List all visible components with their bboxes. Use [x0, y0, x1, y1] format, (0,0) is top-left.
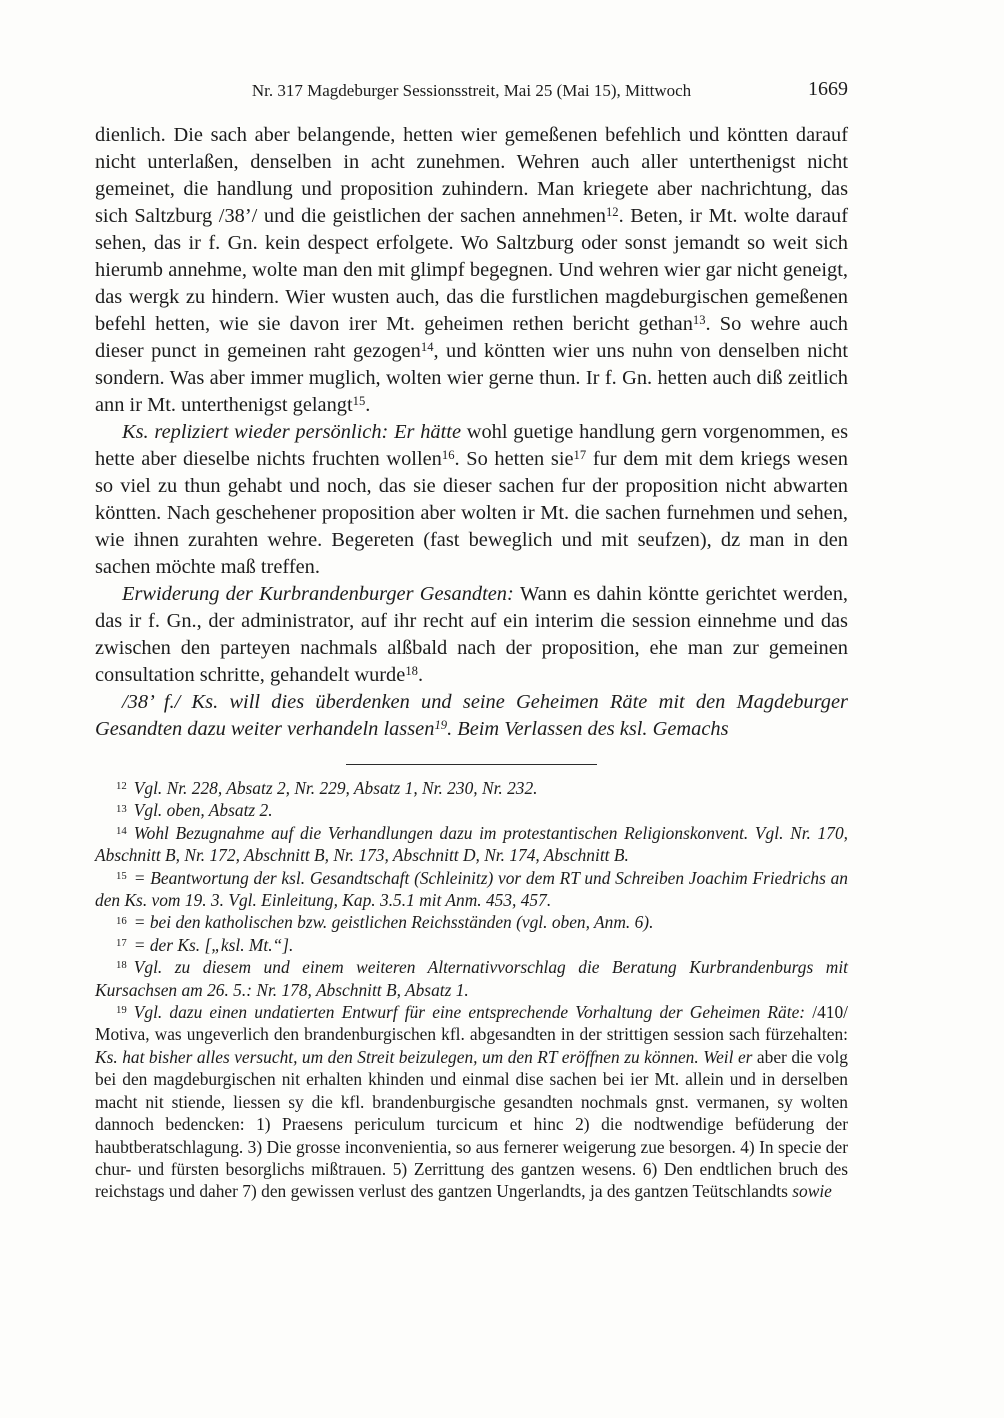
paragraph-ks-ueberdenken: /38’ f./ Ks. will dies überdenken und seine Geheimen Räte mit den Magdeburger Gesandten dazu weiter verhandeln lassen$^{19}$. Beim Verlassen des ksl. Gemachs	[95, 691, 848, 740]
footnote-separator	[346, 764, 597, 765]
footnote-19	[95, 1001, 848, 1203]
footnote-18	[95, 956, 848, 1001]
footnote-text: Vgl. dazu einen undatierten Entwurf für eine entsprechende Vorhaltung der Geheimen Räte: /410/ Motiva, was ungeverlich den brandenburgischen kfl. abgesandten in der strittigen session sach fürzehalten: Ks. hat bisher alles versucht, um den Streit beizulegen, um den RT eröffnen zu können. Weil er aber die volg bei den magdeburgischen nit erhalten khinden und einmal dise sachen bei ier Mt. allein und in derselben macht nit stiende, liessen sy die kfl. brandenburgische gesandten nochmals gnst. vermanen, sy wolten dannoch bedencken: 1) Praesens periculum turcicum et hinc 2) die nodtwendige befüderung der haubtberatschlagung. 3) Die grosse inconvenientia, so aus fernerer weigerung zue besorgen. 4) In specie der chur- und fürsten besorglichs mißtrauen. 5) Zerrittung des gantzen wesens. 6) Den endtlichen bruch des reichstags und daher 7) den gewissen verlust des gantzen Ungerlandts, ja des gantzen Teütschlandts sowie	[95, 1002, 848, 1202]
footnote-number: 15	[116, 869, 127, 882]
footnote-text: = der Ks. [„ksl. Mt.“].	[133, 934, 294, 955]
footnote-number: 17	[116, 937, 127, 949]
footnote-14	[95, 822, 848, 867]
page-number: 1669	[808, 78, 848, 100]
text-column	[95, 80, 848, 1203]
footnote-number: 16	[116, 914, 127, 927]
paragraph-ks-replik: Ks. repliziert wieder persönlich: Er hätte wohl guetige handlung gern vorgenommen, es hette aber dieselbe nichts fruchten wollen$^{16}$. So hetten sie$^{17}$ fur dem mit dem kriegs wesen so viel zu thun gehabt und noch, das sie dieser sachen fur der proposition nicht abwarten köntten. Nach geschehener proposition aber wolten ir Mt. die sachen furnehmen und sehen, wie ihnen zurahten wehre. Begereten (fast beweglich und mit seufzen), dz man in den sachen möchte maß treffen.	[95, 421, 849, 578]
footnote-number: 13	[116, 802, 127, 815]
footnote-text: Wohl Bezugnahme auf die Verhandlungen dazu im protestantischen Religionskonvent. Vgl. Nr. 170, Abschnitt B, Nr. 172, Abschnitt B, Nr. 173, Abschnitt D, Nr. 174, Abschnitt B.	[95, 822, 848, 866]
footnote-15	[95, 867, 848, 912]
footnote-12	[95, 777, 848, 799]
footnote-text: Vgl. Nr. 228, Absatz 2, Nr. 229, Absatz 1, Nr. 230, Nr. 232.	[133, 778, 538, 798]
footnote-text: = bei den katholischen bzw. geistlichen Reichsständen (vgl. oben, Anm. 6).	[133, 912, 654, 933]
footnote-number: 14	[116, 824, 127, 837]
running-title: Nr. 317 Magdeburger Sessionsstreit, Mai 25 (Mai 15), Mittwoch	[251, 81, 692, 100]
footnote-text: = Beantwortung der ksl. Gesandtschaft (Schleinitz) vor dem RT und Schreiben Joachim Friedrichs an den Ks. vom 19. 3. Vgl. Einleitung, Kap. 3.5.1 mit Anm. 453, 457.	[95, 867, 848, 911]
footnote-text: Vgl. zu diesem und einem weiteren Alternativvorschlag die Beratung Kurbrandenburgs mit Kursachsen am 26. 5.: Nr. 178, Abschnitt B, Absatz 1.	[95, 957, 848, 1000]
footnote-number: 18	[116, 959, 127, 972]
footnote-16	[95, 911, 848, 933]
footnote-number: 12	[116, 780, 127, 793]
footnote-13	[95, 799, 848, 821]
footnote-text: Vgl. oben, Absatz 2.	[133, 800, 273, 821]
main-text	[95, 122, 848, 743]
paragraph-report: dienlich. Die sach aber belangende, hetten wier gemeßenen befehlich und köntten darauf nicht unterlaßen, denselben in acht zunehmen. Wehren auch aller unterthenigst nicht gemeinet, die handlung und proposition zuhindern. Man kriegete aber nachrichtung, das sich Saltzburg /38’/ und die geistlichen der sachen annehmen$^{12}$. Beten, ir Mt. wolte darauf sehen, das ir f. Gn. kein despect erfolgete. Wo Saltzburg oder sonst jemandt so weit sich hierumb annehme, wolte man den mit glimpf begegnen. Und wehren wier gar nicht geneigt, das wergk zu hindern. Wier wusten auch, das die furstlichen magdeburgischen gemeßenen befehl hetten, wie sie davon irer Mt. geheimen rethen bericht gethan$^{13}$. So wehre auch dieser punct in gemeinen raht gezogen$^{14}$, und köntten wier uns nuhn von denselben nicht sondern. Was aber immer muglich, wolten wier gerne thun. Ir f. Gn. hetten auch diß zeitlich ann ir Mt. unterthenigst gelangt$^{15}$.	[95, 124, 849, 416]
footnote-17	[95, 934, 848, 956]
paragraph-erwiderung: Erwiderung der Kurbrandenburger Gesandten: Wann es dahin köntte gerichtet werden, das ir f. Gn., der administrator, auf ihr recht auf ein interim die session einnehme und das zwischen den parteyen nachmals alßbald nach der proposition, ehe man zur gemeinen consultation schritte, gehandelt wurde$^{18}$.	[95, 583, 848, 686]
page-header	[95, 80, 848, 102]
footnote-number: 19	[116, 1004, 127, 1017]
footnotes-section	[95, 777, 848, 1203]
